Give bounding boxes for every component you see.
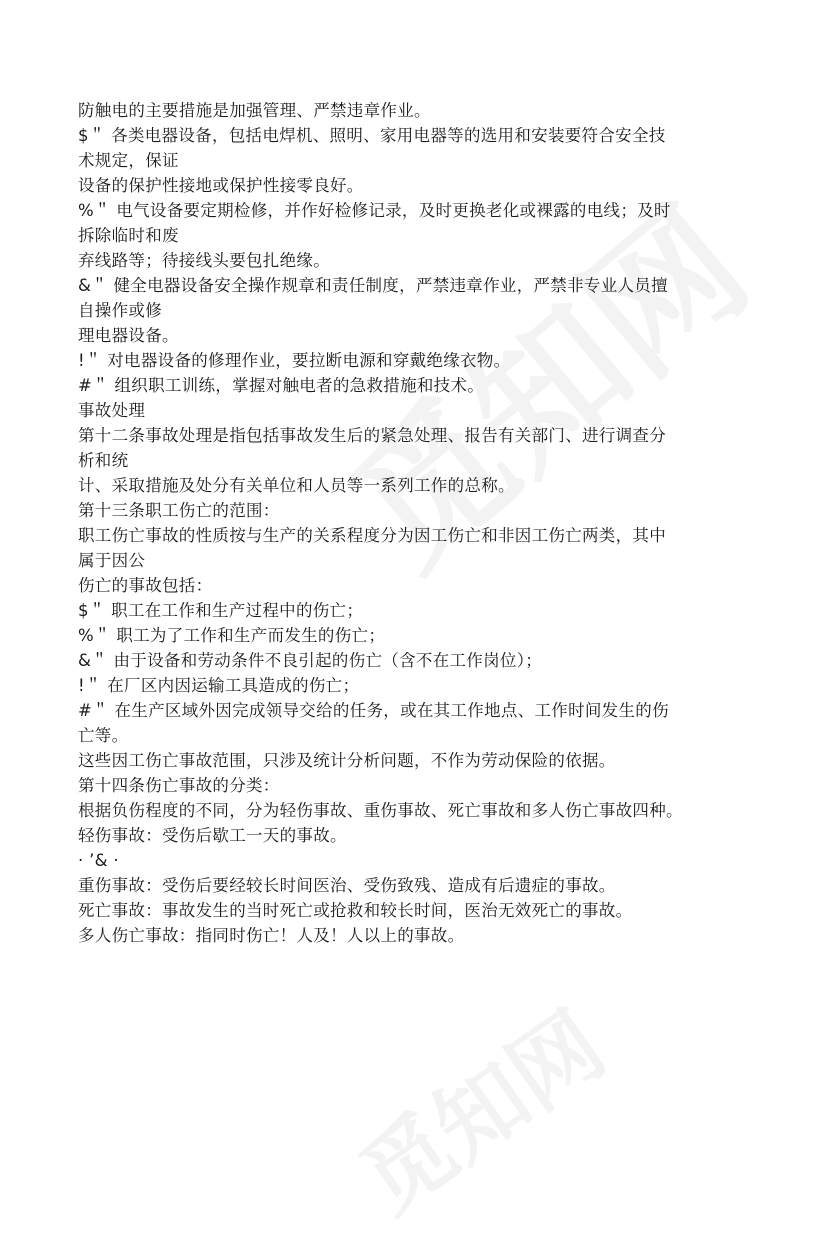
text-line: #＂ 组织职工训练，掌握对触电者的急救措施和技术。 bbox=[78, 376, 485, 395]
text-line: &＂ 由于设备和劳动条件不良引起的伤亡（含不在工作岗位）； bbox=[78, 651, 543, 670]
text-line: 重伤事故：受伤后要经较长时间医治、受伤致残、造成有后遗症的事故。 bbox=[78, 876, 616, 895]
text-line: 析和统 bbox=[78, 451, 129, 470]
text-line: #＂ 在生产区域外因完成领导交给的任务，或在其工作地点、工作时间发生的伤 bbox=[78, 701, 669, 720]
text-line: 理电器设备。 bbox=[78, 326, 179, 345]
text-line: $＂ 职工在工作和生产过程中的伤亡； bbox=[78, 601, 364, 620]
text-line: 多人伤亡事故：指同时伤亡！人及！人以上的事故。 bbox=[78, 926, 465, 945]
text-line: %＂ 电气设备要定期检修，并作好检修记录，及时更换老化或裸露的电线；及时 bbox=[78, 201, 671, 220]
text-line: &＂ 健全电器设备安全操作规章和责任制度，严禁违章作业，严禁非专业人员擅 bbox=[78, 276, 668, 295]
text-line: 这些因工伤亡事故范围，只涉及统计分析问题，不作为劳动保险的依据。 bbox=[78, 751, 616, 770]
text-line: 第十三条职工伤亡的范围： bbox=[78, 501, 280, 520]
text-line: 死亡事故：事故发生的当时死亡或抢救和较长时间，医治无效死亡的事故。 bbox=[78, 901, 633, 920]
text-line: 弃线路等；待接线头要包扎绝缘。 bbox=[78, 251, 330, 270]
text-line: %＂ 职工为了工作和生产而发生的伤亡； bbox=[78, 626, 386, 645]
text-line: 属于因公 bbox=[78, 551, 146, 570]
section-heading: 事故处理 bbox=[78, 401, 146, 420]
text-line: !＂ 在厂区内因运输工具造成的伤亡； bbox=[78, 676, 360, 695]
text-line: 职工伤亡事故的性质按与生产的关系程度分为因工伤亡和非因工伤亡两类，其中 bbox=[78, 526, 666, 545]
text-line: $＂ 各类电器设备，包括电焊机、照明、家用电器等的选用和安装要符合安全技 bbox=[78, 126, 666, 145]
text-line: 自操作或修 bbox=[78, 301, 162, 320]
text-line: 伤亡的事故包括： bbox=[78, 576, 213, 595]
text-line: !＂ 对电器设备的修理作业，要拉断电源和穿戴绝缘衣物。 bbox=[78, 351, 511, 370]
document-body bbox=[78, 98, 758, 948]
text-line: 计、采取措施及处分有关单位和人员等一系列工作的总称。 bbox=[78, 476, 515, 495]
text-line: 根据负伤程度的不同，分为轻伤事故、重伤事故、死亡事故和多人伤亡事故四种。 bbox=[78, 801, 683, 820]
watermark-bottom bbox=[330, 975, 626, 1236]
text-line: 第十二条事故处理是指包括事故发生后的紧急处理、报告有关部门、进行调查分 bbox=[78, 426, 666, 445]
text-line: 防触电的主要措施是加强管理、严禁违章作业。 bbox=[78, 101, 431, 120]
text-line: 轻伤事故：受伤后歇工一天的事故。 bbox=[78, 826, 347, 845]
text-line: 亡等。 bbox=[78, 726, 129, 745]
page-marker: · ’& · bbox=[78, 851, 119, 870]
text-line: 第十四条伤亡事故的分类： bbox=[78, 776, 280, 795]
text-line: 设备的保护性接地或保护性接零良好。 bbox=[78, 176, 364, 195]
text-line: 术规定，保证 bbox=[78, 151, 179, 170]
text-line: 拆除临时和废 bbox=[78, 226, 179, 245]
